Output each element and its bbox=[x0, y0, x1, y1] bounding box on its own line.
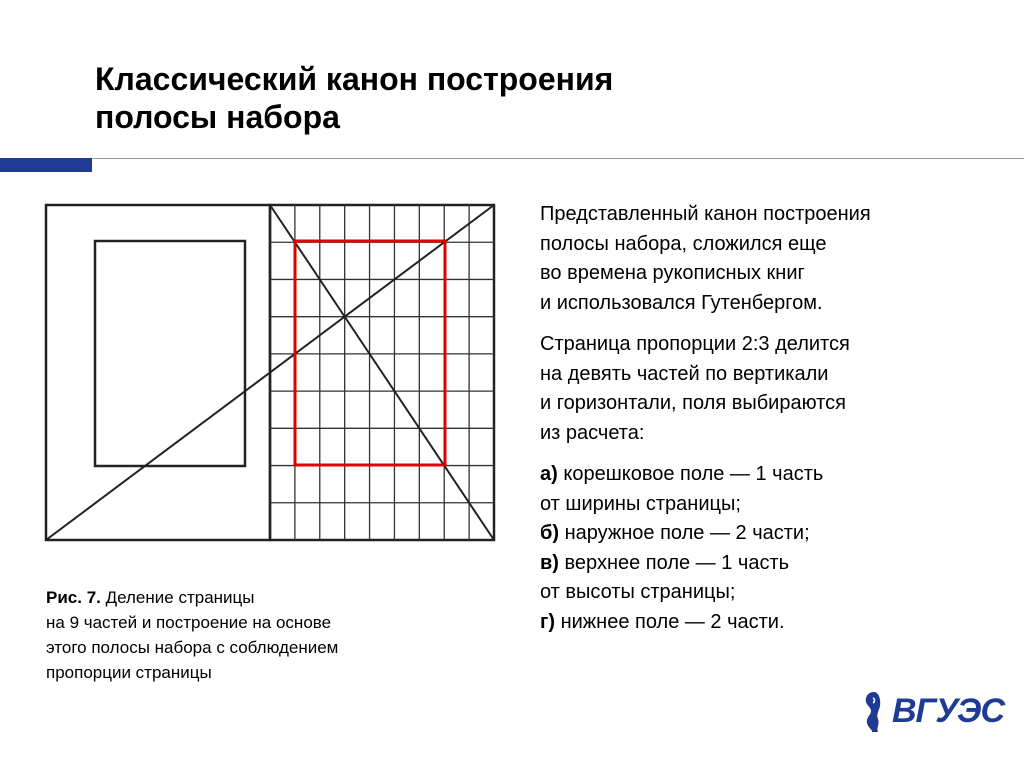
list-item bbox=[540, 608, 1010, 638]
list-text: верхнее поле — 1 часть bbox=[564, 551, 790, 574]
list-item bbox=[540, 460, 1010, 490]
list-marker: б) bbox=[540, 522, 560, 544]
description bbox=[540, 200, 1010, 649]
slide-title bbox=[95, 60, 895, 136]
university-logo bbox=[862, 690, 1004, 734]
caption-line: на 9 частей и построение на основе bbox=[46, 613, 332, 632]
list-marker: г) bbox=[540, 610, 555, 633]
list-item bbox=[540, 578, 1010, 608]
paragraph-line: Страница пропорции 2:3 делится bbox=[540, 333, 850, 355]
list-item bbox=[540, 490, 1010, 520]
list-item bbox=[540, 519, 1010, 549]
left-page-text-block bbox=[95, 241, 245, 466]
left-page-outline bbox=[46, 205, 270, 540]
paragraph-line: полосы набора, сложился еще bbox=[540, 232, 827, 255]
seahorse-emblem-icon bbox=[862, 690, 886, 734]
paragraph-line: и горизонтали, поля выбираются bbox=[540, 392, 846, 414]
page-diagonal bbox=[270, 205, 494, 540]
paragraph-line: из расчета: bbox=[540, 421, 645, 444]
paragraph-1 bbox=[540, 200, 1010, 318]
list-marker: а) bbox=[540, 463, 558, 485]
caption-line: этого полосы набора с соблюдением bbox=[46, 638, 339, 657]
list-item bbox=[540, 549, 1010, 579]
list-text: от ширины страницы; bbox=[540, 492, 741, 515]
margin-list bbox=[540, 460, 1010, 637]
paragraph-line: Представленный канон построения bbox=[540, 203, 871, 225]
paragraph-line: на девять частей по вертикали bbox=[540, 362, 829, 385]
logo-text: ВГУЭС bbox=[892, 692, 1004, 730]
paragraph-line: и использовался Гутенбергом. bbox=[540, 291, 823, 314]
figure-caption bbox=[46, 585, 476, 685]
paragraph-line: во времена рукописных книг bbox=[540, 262, 805, 284]
list-text: корешковое поле — 1 часть bbox=[563, 463, 824, 485]
list-text: нижнее поле — 2 части. bbox=[560, 610, 785, 633]
caption-label: Рис. 7. bbox=[46, 588, 101, 607]
caption-line: пропорции страницы bbox=[46, 663, 212, 682]
slide-title-line: Классический канон построения bbox=[95, 61, 614, 97]
paragraph-2 bbox=[540, 330, 1010, 448]
slide-title-line: полосы набора bbox=[95, 99, 340, 135]
caption-text: Деление страницы bbox=[105, 588, 255, 607]
list-marker: в) bbox=[540, 551, 559, 574]
title-divider bbox=[92, 158, 1024, 159]
title-accent-bar bbox=[0, 158, 92, 172]
list-text: наружное поле — 2 части; bbox=[564, 522, 810, 544]
caption-line bbox=[46, 585, 476, 610]
list-text: от высоты страницы; bbox=[540, 581, 736, 603]
page-grid-diagram bbox=[40, 200, 500, 545]
